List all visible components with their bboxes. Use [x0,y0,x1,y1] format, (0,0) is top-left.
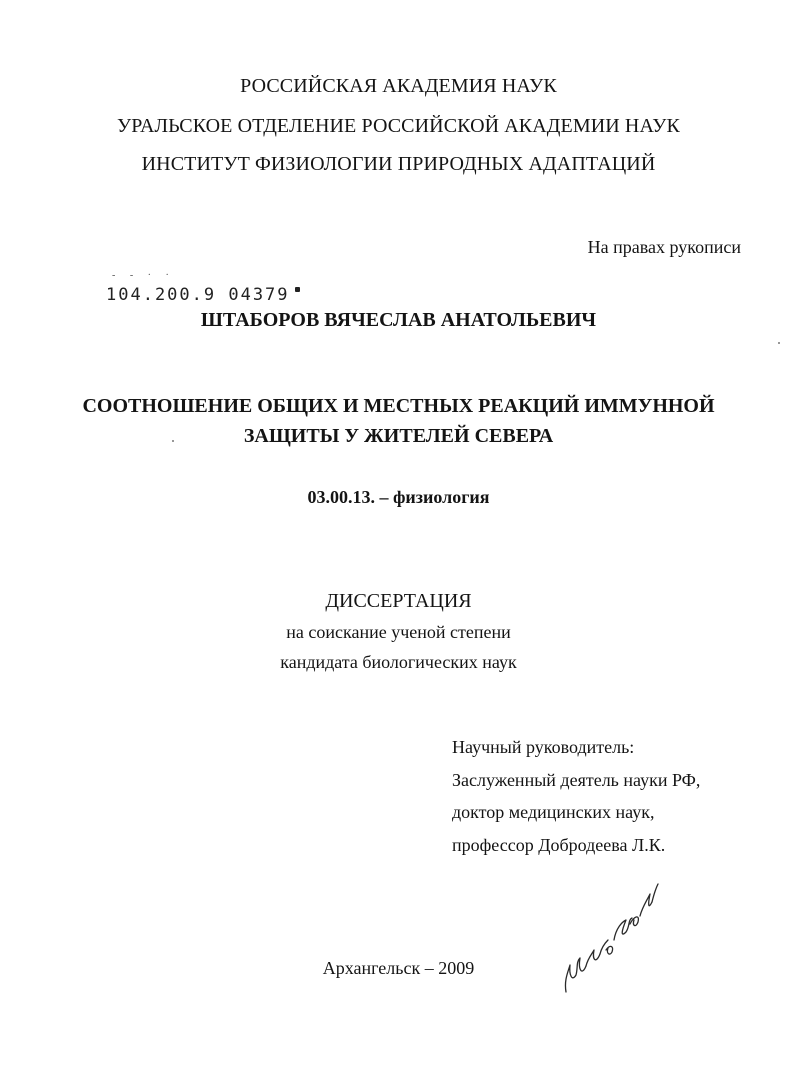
stamp-dot [295,287,300,292]
manuscript-rights-note: На правах рукописи [587,237,741,257]
supervisor-name: профессор Добродеева Л.К. [452,834,666,855]
archive-code-text: 104.200.9 04379 [106,285,290,305]
institute-name: ИНСТИТУТ ФИЗИОЛОГИИ ПРИРОДНЫХ АДАПТАЦИЙ [141,153,656,175]
thesis-title-line-1: СООТНОШЕНИЕ ОБЩИХ И МЕСТНЫХ РЕАКЦИЙ ИММУННОЙ [82,395,715,417]
org-name: РОССИЙСКАЯ АКАДЕМИЯ НАУК [240,75,557,97]
degree-line-1: на соискание ученой степени [286,622,511,642]
supervisor-degree: доктор медицинских наук, [452,802,655,822]
branch-name: УРАЛЬСКОЕ ОТДЕЛЕНИЕ РОССИЙСКОЙ АКАДЕМИИ НАУК [117,115,680,137]
supervisor-title: Заслуженный деятель науки РФ, [452,769,701,790]
handwritten-signature [556,880,666,1000]
archive-stamp-code [106,285,290,305]
scan-speck [172,440,174,442]
document-type: ДИССЕРТАЦИЯ [325,590,472,612]
place-and-year: Архангельск – 2009 [322,958,475,978]
supervisor-block [452,731,700,861]
scan-specks: - - · · [112,270,175,281]
scan-speck [778,342,780,344]
degree-line-2: кандидата биологических наук [280,652,517,672]
specialty-code: 03.00.13. – физиология [307,487,490,507]
author-name: ШТАБОРОВ ВЯЧЕСЛАВ АНАТОЛЬЕВИЧ [200,309,597,331]
thesis-title-line-2: ЗАЩИТЫ У ЖИТЕЛЕЙ СЕВЕРА [243,425,554,447]
supervisor-label: Научный руководитель: [452,737,635,757]
